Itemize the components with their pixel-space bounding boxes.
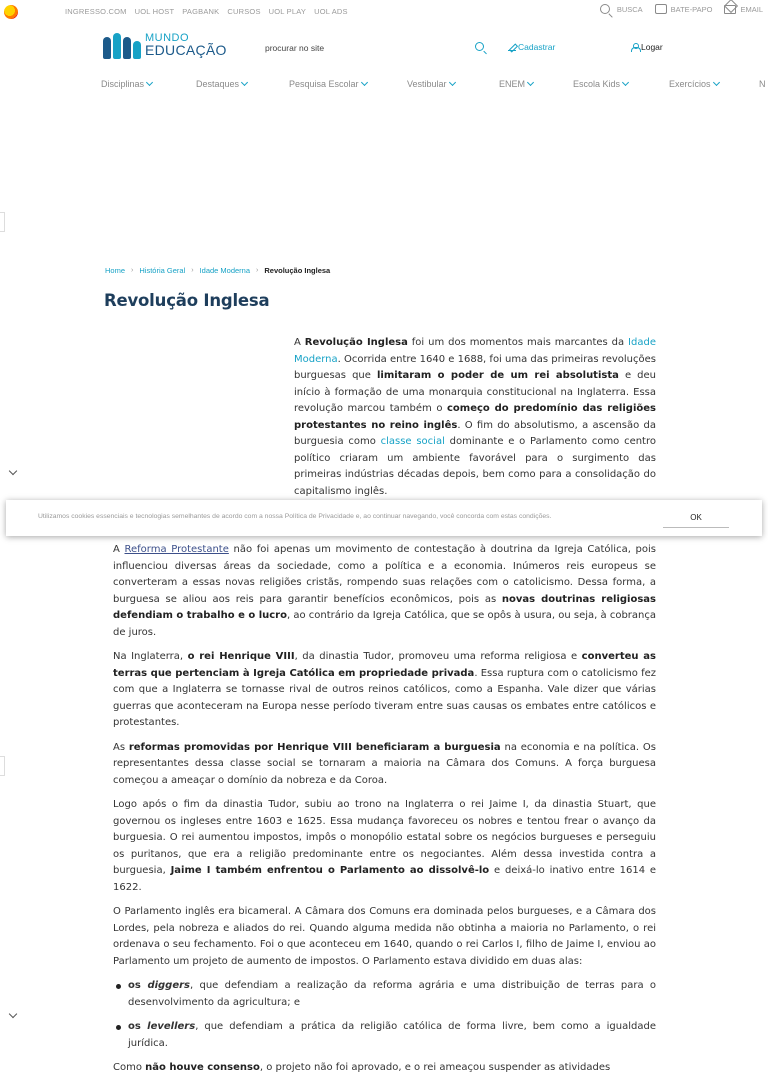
bold-text: os [128, 980, 148, 991]
nav-vestibular[interactable] [407, 79, 499, 89]
uol-busca-label: BUSCA [616, 4, 643, 14]
text: , ao contrário da Igreja Católica, que se opôs à usura, ou seja, à cobrança de juros. [113, 610, 657, 638]
breadcrumb-separator: › [131, 267, 134, 274]
link-reforma-protestante[interactable]: Reforma Protestante [124, 544, 229, 555]
breadcrumb-historia-geral[interactable]: História Geral [139, 266, 186, 275]
breadcrumb-separator: › [191, 267, 194, 274]
bullet-list [113, 978, 656, 1052]
text: A [294, 337, 305, 348]
paragraph: O Parlamento inglês era bicameral. A Câmara dos Comuns era dominada pelos burgueses, e a Câmara dos Lordes, pela nobreza e aliados do rei. Quando alguma medida não obtinha a maioria no Parlamento, o rei ordenava o seu fechamento. Foi o que aconteceu em 1640, quando o rei Carlos I, filho de Jaime I, enviou ao Parlamento um projeto de aumento de impostos. O Parlamento estava dividido em duas alas: [113, 906, 656, 967]
text: dominante e o Parlamento como centro político criaram um ambiente favorável para o surgimento das primeiras indústrias décadas depois, bem como para a consolidação do capitalismo inglês. [294, 436, 656, 497]
uol-right-links [600, 4, 763, 14]
paragraph [113, 542, 656, 641]
text: , que defendiam a prática da religião católica de forma livre, bem como a igualdade jurídica. [128, 1021, 656, 1049]
site-logo[interactable] [103, 31, 227, 59]
nav-label: Escola Kids [573, 79, 621, 89]
paragraph [113, 740, 656, 790]
text: na economia e na política. Os representantes dessa classe social se tornaram a maioria na Câmara dos Comuns. A força burguesa começou a ameaçar o domínio da nobreza e da Coroa. [113, 741, 656, 786]
uol-bate-papo-label: BATE-PAPO [670, 4, 713, 14]
nav-escola-kids[interactable] [573, 79, 669, 89]
user-icon [631, 43, 639, 52]
text: não foi apenas um movimento de contestação à doutrina da Igreja Católica, pois influenciou diversas áreas da sociedade, como a política e a economia. Inúmeros reis europeus se converteram a essas novas religiões cristãs, rompendo suas relações com o catolicismo. Dessa forma, a burguesa se aliou aos reis para garantir benefícios econômicos, pois as [113, 544, 656, 605]
uol-email-link[interactable] [724, 5, 763, 14]
nav-label: N [759, 79, 766, 89]
breadcrumb-separator: › [256, 267, 259, 274]
text: e deixá-lo inativo entre 1614 e 1622. [113, 865, 657, 893]
article-intro [294, 335, 657, 497]
bold-text: os [128, 1021, 148, 1032]
nav-destaques[interactable] [196, 79, 289, 89]
text: As [113, 741, 129, 753]
breadcrumb-idade-moderna[interactable]: Idade Moderna [199, 266, 251, 275]
paragraph [113, 797, 656, 896]
uol-link-uolads[interactable]: UOL ADS [314, 7, 348, 16]
nav-exercicios[interactable] [669, 79, 759, 89]
chevron-down-icon[interactable] [9, 1010, 17, 1018]
bold-text: o rei Henrique VIII [187, 651, 295, 662]
uol-email-label: EMAIL [740, 4, 763, 14]
text: A [113, 544, 125, 555]
bold-text: limitaram o poder de um rei absolutista [376, 370, 619, 381]
nav-label: Vestibular [407, 79, 447, 89]
text: , o projeto não foi aprovado, e o rei ameaçou suspender as atividades [259, 1062, 611, 1073]
chevron-down-icon [146, 79, 153, 86]
bold-text: Revolução Inglesa [304, 337, 408, 348]
nav-label: Disciplinas [101, 79, 145, 89]
logar-label: Logar [641, 42, 663, 52]
text: e deu início à formação de uma monarquia constitucional na Inglaterra. Essa revolução marcou também o [294, 370, 657, 414]
text: . Essa ruptura com o catolicismo fez com que a Inglaterra se tornasse rival de outros reinos católicos, como a Espanha. Vale dizer que várias guerras que aconteceram na Europa nesse período tiveram entre suas causas os embates entre católicos e protestantes. [113, 667, 656, 728]
mail-icon [724, 5, 736, 14]
text: . Ocorrida entre 1640 e 1688, foi uma das primeiras revoluções burguesas que [294, 353, 656, 381]
chevron-down-icon [622, 79, 629, 86]
chevron-down-icon [241, 79, 248, 86]
list-item [113, 1019, 656, 1052]
logar-link[interactable] [631, 42, 663, 52]
logo-line-1: MUNDO [145, 31, 190, 44]
link-classe-social[interactable]: classe social [380, 436, 445, 447]
article-body [113, 542, 656, 1085]
side-widget-tab[interactable] [0, 756, 5, 776]
uol-busca-link[interactable] [600, 4, 643, 14]
bold-italic-text: diggers [147, 980, 191, 991]
link-idade-moderna[interactable]: Idade Moderna [294, 337, 656, 365]
bold-italic-text: levellers [147, 1021, 196, 1032]
uol-link-pagbank[interactable]: PAGBANK [182, 7, 220, 16]
nav-enem[interactable] [499, 79, 573, 89]
bold-text: novas doutrinas religiosas defendiam o trabalho e o lucro [113, 593, 656, 621]
cookie-banner [6, 500, 762, 536]
uol-top-bar [0, 0, 768, 24]
nav-label: Exercícios [669, 79, 711, 89]
nav-disciplinas[interactable] [101, 79, 196, 89]
chevron-down-icon[interactable] [9, 467, 17, 475]
search-input[interactable] [265, 43, 465, 53]
text: Na Inglaterra, [113, 651, 188, 662]
bold-text: começo do predomínio das religiões protestantes no reino inglês [294, 403, 656, 431]
nav-label: Destaques [196, 79, 240, 89]
breadcrumb [105, 266, 330, 275]
chat-icon [655, 4, 667, 14]
cadastrar-link[interactable] [508, 42, 555, 52]
uol-link-uolplay[interactable]: UOL PLAY [268, 7, 307, 16]
bold-text: converteu as terras que pertenciam à Igreja Católica em propriedade privada [113, 651, 657, 679]
uol-link-ingresso[interactable]: INGRESSO.COM [65, 7, 127, 16]
uol-link-uolhost[interactable]: UOL HOST [134, 7, 175, 16]
cadastrar-label: Cadastrar [518, 42, 556, 52]
side-widget-tab[interactable] [0, 212, 5, 232]
cookie-ok-button[interactable]: OK [663, 508, 729, 528]
text: foi um dos momentos mais marcantes da [407, 337, 629, 348]
text: . O fim do absolutismo, a ascensão da burguesia como [294, 419, 656, 447]
nav-pesquisa-escolar[interactable] [289, 79, 407, 89]
cookie-text: Utilizamos cookies essenciais e tecnologias semelhantes de acordo com a nossa Política de Privacidade e, ao continuar navegando, você concorda com estas condições. [38, 513, 552, 520]
bold-text: Jaime I também enfrentou o Parlamento ao dissolvê-lo [170, 865, 490, 876]
pencil-icon [508, 43, 516, 51]
paragraph [113, 649, 656, 732]
site-search [265, 38, 490, 58]
bold-text: reformas promovidas por Henrique VIII beneficiaram a burguesia [128, 741, 501, 753]
nav-label: Pesquisa Escolar [289, 79, 359, 89]
nav-label: ENEM [499, 79, 526, 89]
search-icon [600, 4, 610, 14]
chevron-down-icon [361, 79, 368, 86]
text: , que defendiam a realização da reforma agrária e uma distribuição de terras para o desenvolvimento da agricultura; e [128, 980, 656, 1008]
main-nav [101, 79, 766, 89]
logo-people-icon [103, 31, 141, 59]
breadcrumb-current: Revolução Inglesa [264, 266, 331, 275]
search-icon[interactable] [475, 42, 484, 51]
page-title: Revolução Inglesa [104, 291, 270, 310]
list-item [113, 978, 656, 1011]
uol-link-cursos[interactable]: CURSOS [227, 7, 261, 16]
text: Como [113, 1062, 146, 1073]
logo-line-2: EDUCAÇÃO [145, 41, 227, 58]
logo-text [145, 31, 227, 58]
uol-logo-icon[interactable] [4, 5, 18, 19]
paragraph [113, 1060, 656, 1077]
chevron-down-icon [712, 79, 719, 86]
text: , da dinastia Tudor, promoveu uma reforma religiosa e [294, 651, 582, 662]
nav-more[interactable] [759, 79, 766, 89]
bold-text: não houve consenso [145, 1062, 260, 1073]
text: Logo após o fim da dinastia Tudor, subiu ao trono na Inglaterra o rei Jaime I, da dinastia Stuart, que governou os ingleses entre 1603 e 1625. Essa mudança favoreceu os nobres e tentou frear o avanço da burguesia. O rei aumentou impostos, impôs o monopólio estatal sobre os negócios burgueses e perseguiu os puritanos, que era a religião predominante entre os negociantes. Além dessa investida contra a burguesia, [113, 799, 656, 876]
uol-bate-papo-link[interactable] [655, 4, 713, 14]
chevron-down-icon [448, 79, 455, 86]
breadcrumb-home[interactable]: Home [105, 266, 126, 275]
chevron-down-icon [527, 79, 534, 86]
uol-links [65, 7, 348, 16]
